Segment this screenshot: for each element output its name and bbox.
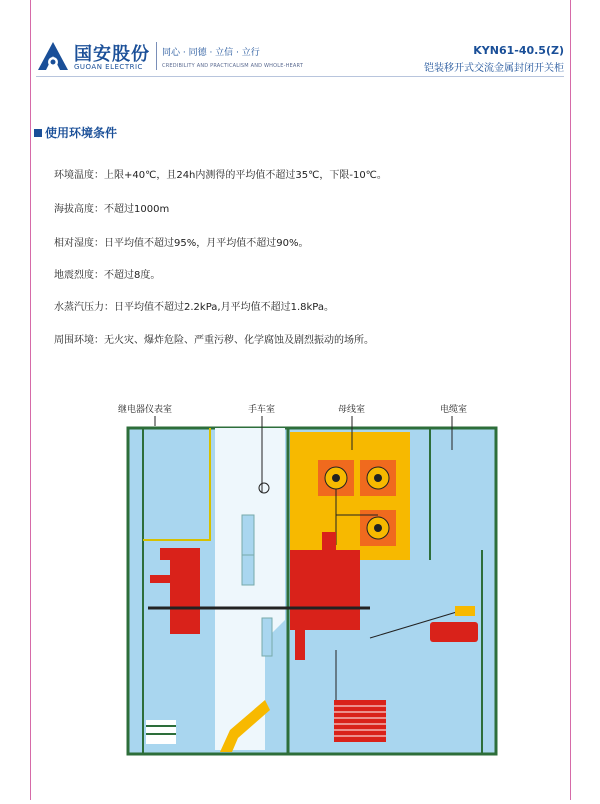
condition-altitude: 海拔高度：不超过1000m (54, 204, 170, 215)
busbar-phase-a-core (332, 474, 340, 482)
relay-breaker-arm (150, 575, 170, 583)
section-title-text: 使用环境条件 (45, 126, 118, 140)
cable-terminal (455, 606, 475, 616)
breaker-right-contact (350, 580, 360, 630)
busbar-phase-b-core (374, 474, 382, 482)
condition-environment: 周围环境：无火灾、爆炸危险、严重污秽、化学腐蚀及剧烈振动的场所。 (54, 335, 374, 346)
page-header (0, 0, 600, 90)
company-name-cn: 国安股份 (74, 44, 150, 65)
relay-breaker-top (160, 548, 200, 560)
label-busbar-room: 母线室 (338, 405, 366, 415)
switchgear-diagram (0, 380, 600, 800)
label-relay-room: 继电器仪表室 (118, 405, 173, 415)
busbar-phase-c-core (374, 524, 382, 532)
truck-contact-upper (242, 515, 254, 555)
logo-divider (156, 42, 157, 70)
truck-contact-lower (262, 618, 272, 656)
condition-temperature: 环境温度：上限+40℃，且24h内测得的平均值不超过35℃，下限-10℃。 (54, 170, 387, 181)
breaker-lower-contact (295, 630, 305, 660)
cable-coil (334, 700, 386, 742)
circuit-breaker (290, 550, 360, 630)
lower-vent (146, 720, 176, 744)
slogan-en: CREDIBILITY AND PRACTICALISM AND WHOLE-HEART (162, 63, 304, 69)
section-bullet-icon (34, 129, 42, 137)
condition-humidity: 相对湿度：日平均值不超过95%，月平均值不超过90%。 (54, 238, 309, 249)
header-rule (36, 76, 564, 77)
condition-vapor-pressure: 水蒸汽压力：日平均值不超过2.2kPa,月平均值不超过1.8kPa。 (54, 302, 334, 313)
label-cable-room: 电缆室 (440, 405, 468, 415)
slogan-cn: 同心 · 同德 · 立信 · 立行 (162, 48, 260, 58)
current-transformer (430, 622, 478, 642)
product-name: 铠装移开式交流金属封闭开关柜 (424, 63, 564, 74)
label-truck-room: 手车室 (248, 405, 276, 415)
switchgear-cross-section (0, 380, 600, 800)
breaker-upper-contact (322, 532, 336, 552)
company-logo-icon (36, 40, 70, 72)
product-model: KYN61-40.5(Z) (473, 44, 564, 57)
truck-contact-mid (242, 555, 254, 585)
section-title (34, 124, 117, 141)
condition-seismic: 地震烈度：不超过8度。 (54, 270, 161, 281)
relay-breaker-body (170, 560, 200, 634)
company-name-en: GUOAN ELECTRIC (74, 63, 143, 71)
